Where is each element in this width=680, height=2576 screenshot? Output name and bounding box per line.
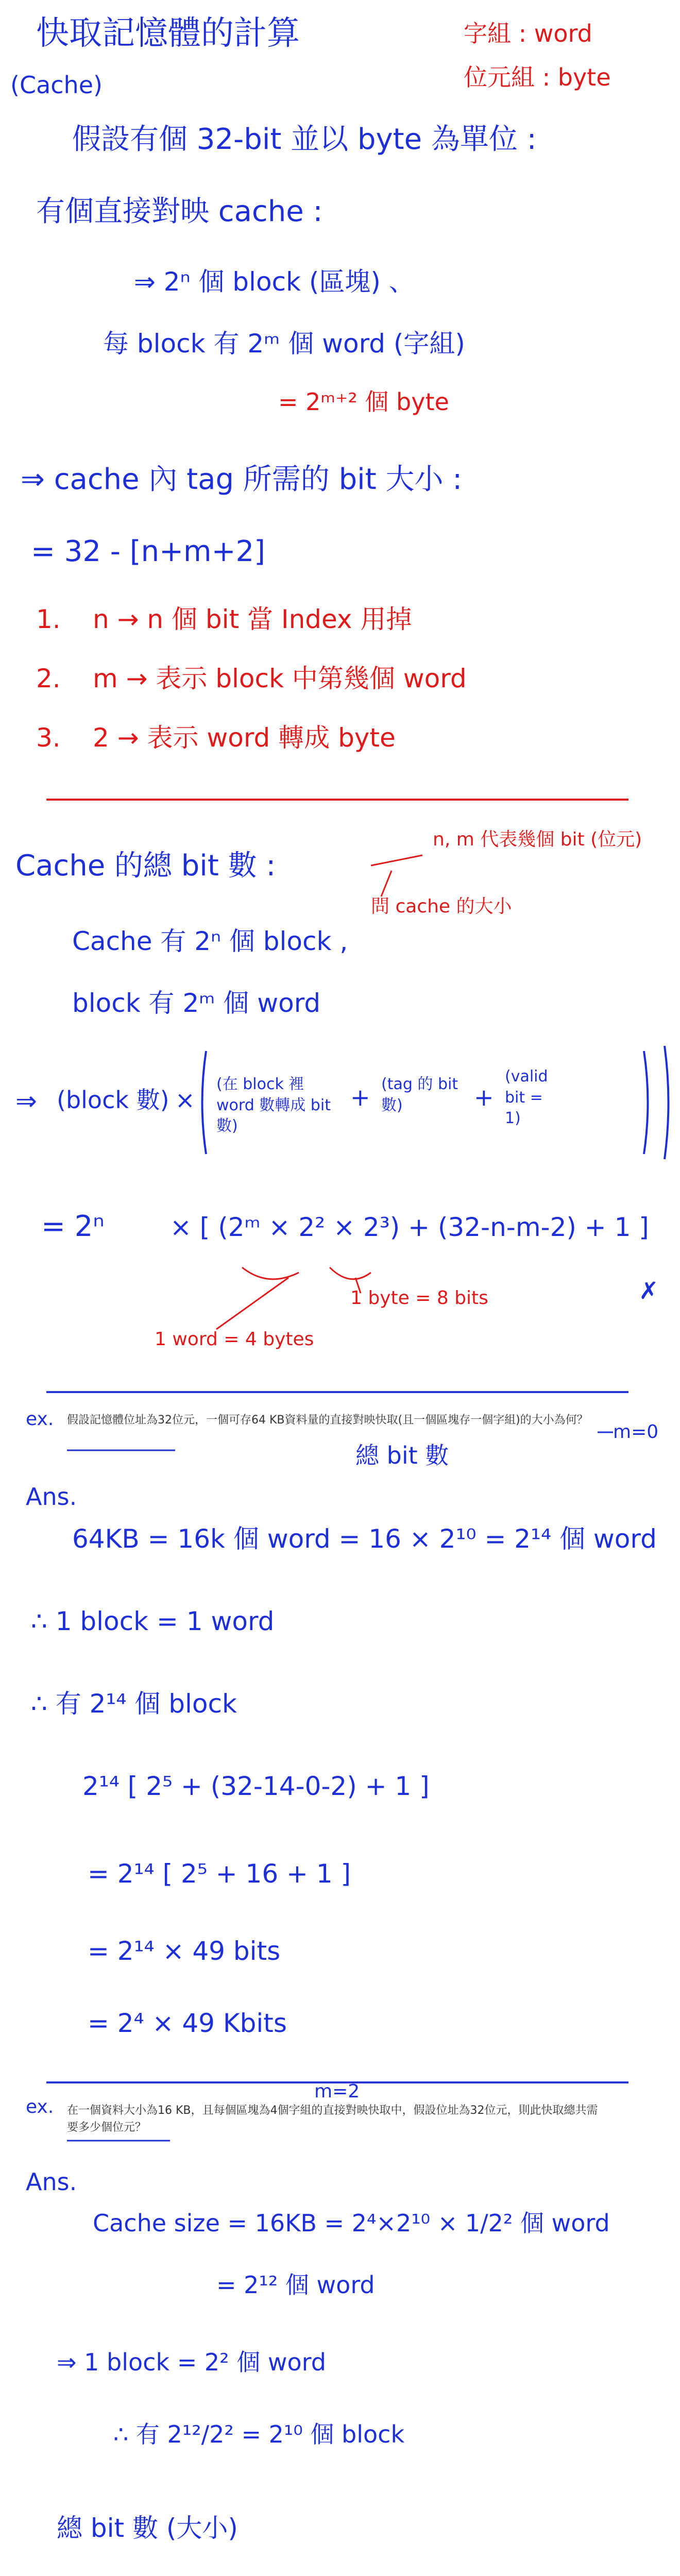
bytes-per-block-line: = 2ᵐ⁺² 個 byte <box>278 388 449 416</box>
answer-line: 2¹⁴ [ 2⁵ + (32-14-0-2) + 1 ] <box>82 1771 430 1801</box>
plus-sign: + <box>350 1083 370 1111</box>
right-bracket <box>644 1051 648 1154</box>
byte-bits-label: 1 byte = 8 bits <box>350 1287 488 1309</box>
word-brace <box>242 1267 299 1279</box>
tag-bits-heading: ⇒ cache 內 tag 所需的 bit 大小 : <box>21 463 463 496</box>
tag-item-text: m → 表示 block 中第幾個 word <box>93 664 467 693</box>
arrow-implies: ⇒ <box>15 1086 37 1116</box>
size-arrow <box>381 871 392 896</box>
answer-line: ∴ 有 2¹²/2² = 2¹⁰ 個 block <box>113 2420 405 2448</box>
answer-line: 總 bit 數 (大小) <box>57 2513 238 2543</box>
answer-line: = 2⁴ × 49 Kbits <box>88 2008 287 2038</box>
word-definition-note: 字組 : word <box>464 20 592 47</box>
words-per-block-line: 每 block 有 2ᵐ 個 word (字組) <box>103 329 465 359</box>
tag-bits-term: (tag 的 bit 數) <box>381 1075 458 1114</box>
byte-arrow <box>355 1278 361 1293</box>
bits-per-block-term: (在 block 裡 word 數轉成 bit 數) <box>216 1075 331 1135</box>
tag-item-number: 3. <box>36 723 61 753</box>
m-value-note: m=0 <box>613 1421 659 1443</box>
page-subtitle: (Cache) <box>10 71 103 99</box>
nm-annotation: n, m 代表幾個 bit (位元) <box>433 829 642 850</box>
done-mark: ✗ <box>639 1277 659 1304</box>
answer-label: Ans. <box>26 1483 77 1511</box>
answer-line: = 2¹⁴ [ 2⁵ + 16 + 1 ] <box>88 1859 351 1889</box>
tag-bits-formula: = 32 - [n+m+2] <box>31 535 265 568</box>
byte-brace <box>330 1267 371 1279</box>
plus-sign: + <box>474 1083 494 1111</box>
block-words-line: block 有 2ᵐ 個 word <box>72 988 321 1018</box>
answer-line: 64KB = 16k 個 word = 16 × 2¹⁰ = 2¹⁴ 個 word <box>72 1524 657 1554</box>
total-bits-heading: Cache 的總 bit 數 : <box>15 849 276 883</box>
final-formula-lead: = 2ⁿ <box>41 1210 105 1243</box>
page-title: 快取記憶體的計算 <box>36 14 300 53</box>
left-bracket <box>202 1051 207 1154</box>
answer-line: ⇒ 1 block = 2² 個 word <box>57 2348 326 2376</box>
times-sign: × <box>175 1086 195 1114</box>
example-question: 在一個資料大小為16 KB，且每個區塊為4個字組的直接對映快取中，假設位址為32位元，則此快取總共需要多少個位元？ <box>67 2104 598 2134</box>
answer-line: = 2¹⁴ × 49 bits <box>88 1936 281 1966</box>
answer-line: ∴ 有 2¹⁴ 個 block <box>31 1689 237 1719</box>
tag-item-text: n → n 個 bit 當 Index 用掉 <box>93 604 412 634</box>
nm-arrow <box>371 855 422 866</box>
example-tag: ex. <box>26 1409 54 1430</box>
word-bytes-label: 1 word = 4 bytes <box>155 1329 314 1350</box>
tag-item-number: 2. <box>36 664 61 693</box>
byte-definition-note: 位元組 : byte <box>464 63 611 91</box>
direct-mapped-line: 有個直接對映 cache : <box>36 195 323 228</box>
word-arrow <box>216 1278 288 1329</box>
example-hint: 總 bit 數 <box>355 1442 449 1469</box>
example-question: 假設記憶體位址為32位元，一個可存64 KB資料量的直接對映快取(且一個區塊存一個字組)的大小為何？ <box>67 1414 588 1427</box>
answer-line: ∴ 1 block = 1 word <box>31 1606 275 1636</box>
cache-blocks-line: Cache 有 2ⁿ 個 block , <box>72 926 348 956</box>
example-tag: ex. <box>26 2096 54 2117</box>
answer-label: Ans. <box>26 2168 77 2196</box>
block-count-term: (block 數) <box>57 1086 169 1114</box>
tag-item-text: 2 → 表示 word 轉成 byte <box>93 723 396 753</box>
assumption-line: 假設有個 32-bit 並以 byte 為單位 : <box>72 123 537 156</box>
answer-line: = 2¹² 個 word <box>216 2271 375 2299</box>
m-value-note: m=2 <box>314 2081 360 2102</box>
outer-right-bracket <box>665 1046 669 1159</box>
answer-line: Cache size = 16KB = 2⁴×2¹⁰ × 1/2² 個 word <box>93 2209 610 2237</box>
final-formula-expression: × [ (2ᵐ × 2² × 2³) + (32-n-m-2) + 1 ] <box>170 1212 649 1242</box>
valid-bit-term: (valid bit = 1) <box>505 1067 548 1127</box>
cache-size-annotation: 問 cache 的大小 <box>371 896 512 917</box>
tag-item-number: 1. <box>36 604 61 634</box>
blocks-line: ⇒ 2ⁿ 個 block (區塊) 、 <box>134 267 415 297</box>
